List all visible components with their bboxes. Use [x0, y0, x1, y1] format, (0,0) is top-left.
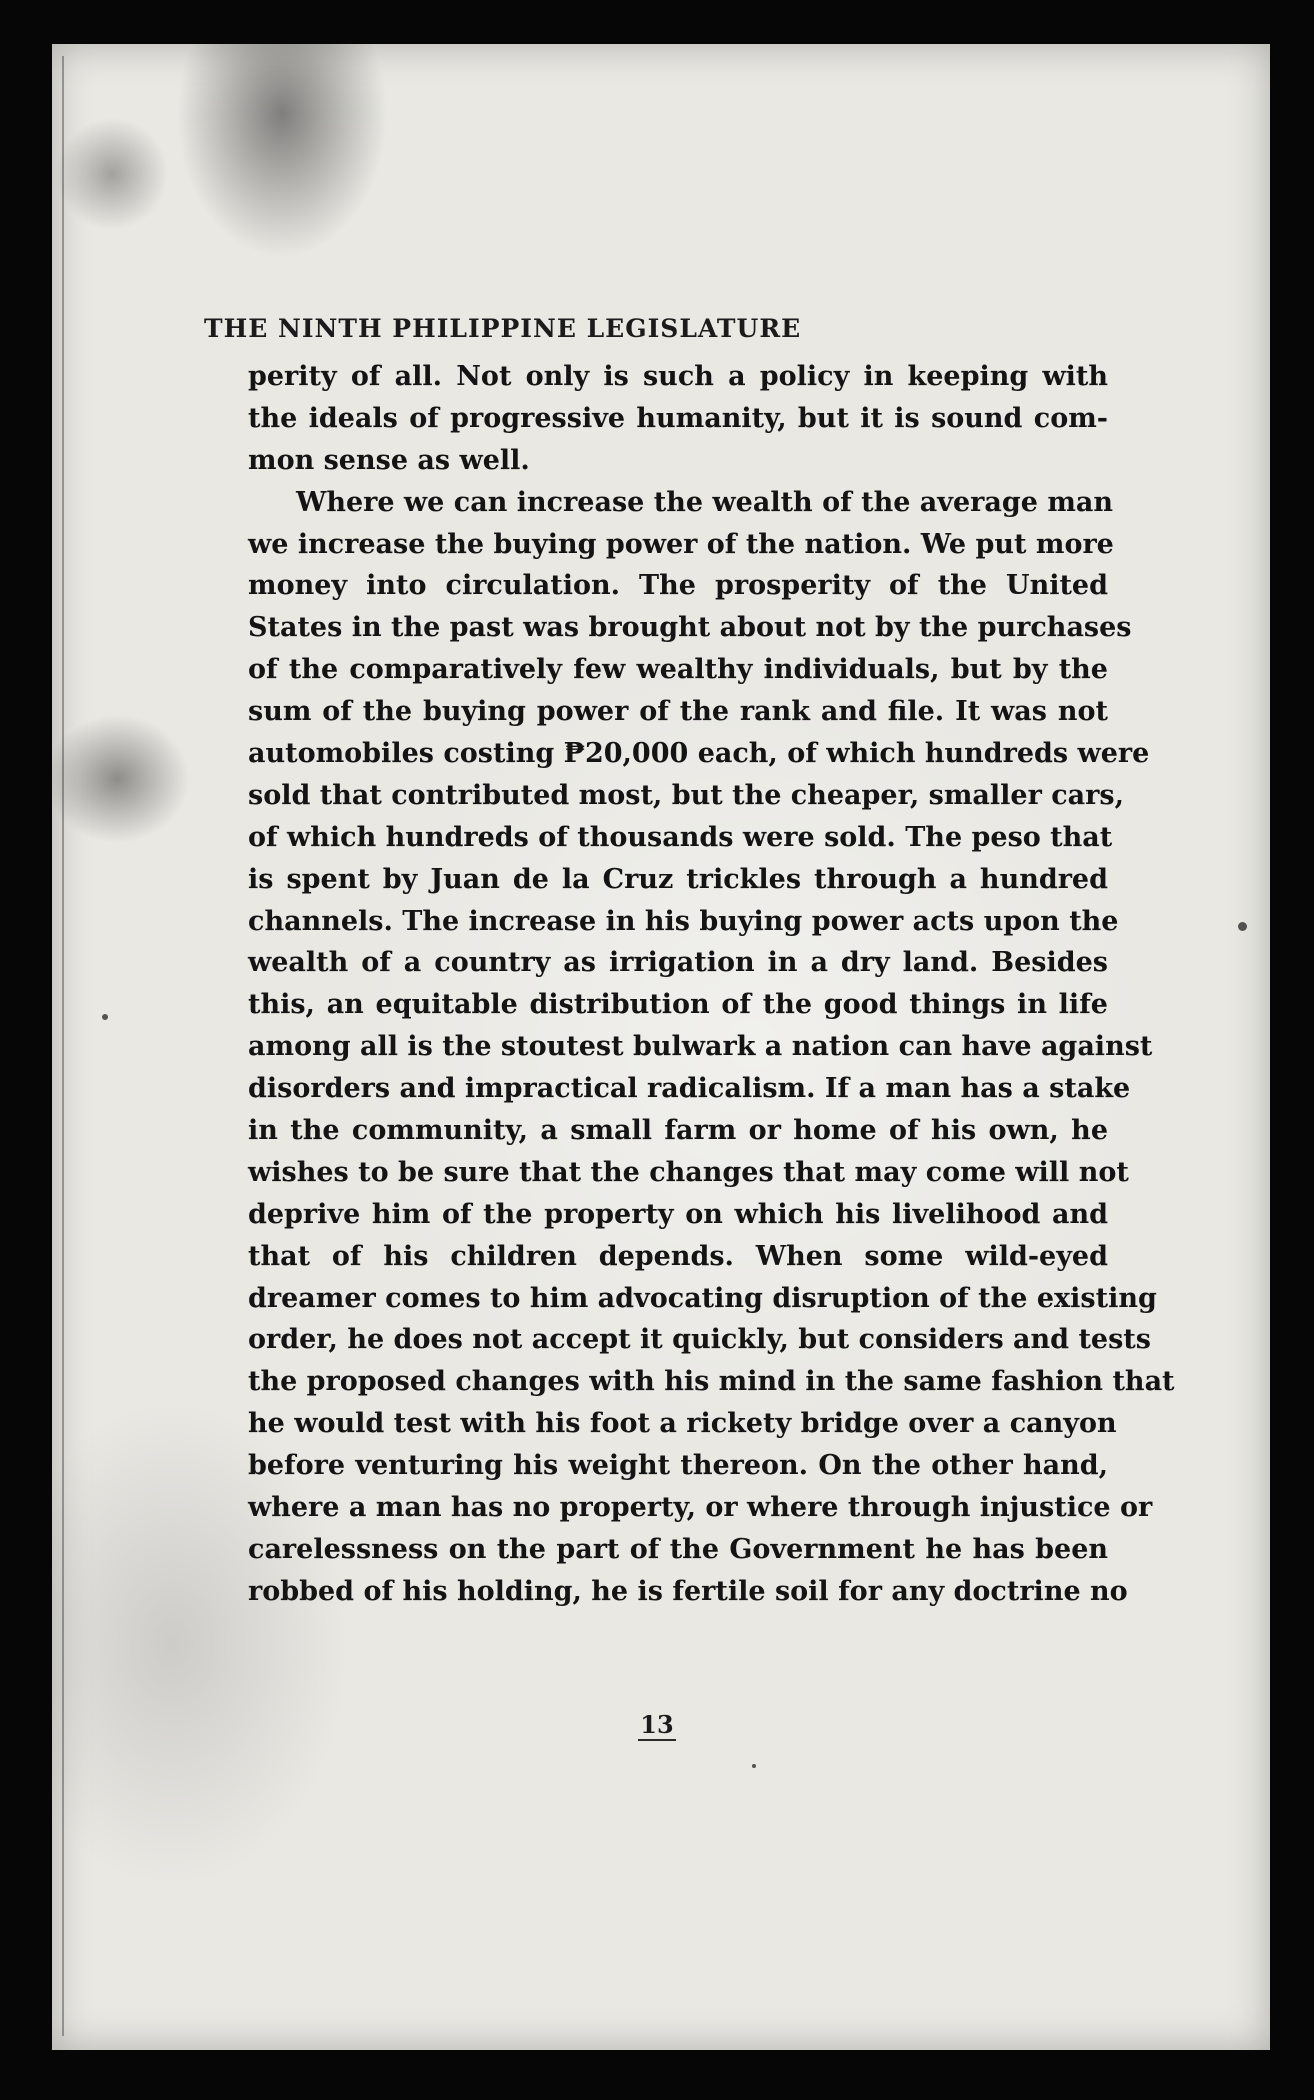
- ink-speck: [1238, 922, 1247, 931]
- text-line: among all is the stoutest bulwark a nation can have against: [248, 1031, 1153, 1063]
- text-line: this, an equitable distribution of the good things in life: [248, 989, 1108, 1021]
- ink-speck: [752, 1764, 756, 1768]
- text-line: the proposed changes with his mind in the same fashion that: [248, 1366, 1175, 1398]
- text-line: channels. The increase in his buying power acts upon the: [248, 905, 1119, 937]
- ink-speck: [102, 1014, 108, 1020]
- text-line: carelessness on the part of the Government he has been: [248, 1533, 1108, 1565]
- text-line: automobiles costing ₱20,000 each, of which hundreds were: [248, 738, 1150, 770]
- text-line: sold that contributed most, but the cheaper, smaller cars,: [248, 779, 1124, 811]
- text-line: we increase the buying power of the nation. We put more: [248, 528, 1114, 560]
- text-line: sum of the buying power of the rank and file. It was not: [248, 696, 1108, 728]
- text-line: deprive him of the property on which his livelihood and: [248, 1198, 1108, 1230]
- body-text: [248, 356, 1175, 1613]
- text-line: money into circulation. The prosperity of the United: [248, 570, 1108, 602]
- text-line: order, he does not accept it quickly, but considers and tests: [248, 1324, 1151, 1356]
- text-line: States in the past was brought about not by the purchases: [248, 612, 1132, 644]
- text-line: he would test with his foot a rickety bridge over a canyon: [248, 1408, 1117, 1440]
- text-line: of which hundreds of thousands were sold. The peso that: [248, 821, 1113, 853]
- text-line: wishes to be sure that the changes that may come will not: [248, 1156, 1129, 1188]
- text-line: is spent by Juan de la Cruz trickles through a hundred: [248, 863, 1108, 895]
- page-number-value: 13: [640, 1710, 674, 1739]
- text-line: mon sense as well.: [248, 444, 530, 476]
- text-line: perity of all. Not only is such a policy in keeping with: [248, 361, 1108, 392]
- text-line: in the community, a small farm or home of his own, he: [248, 1115, 1108, 1147]
- text-line: disorders and impractical radicalism. If a man has a stake: [248, 1073, 1131, 1105]
- text-line: dreamer comes to him advocating disruption of the existing: [248, 1282, 1157, 1314]
- text-line: Where we can increase the wealth of the average man: [296, 486, 1114, 518]
- text-line: that of his children depends. When some wild-eyed: [248, 1240, 1108, 1272]
- running-head: THE NINTH PHILIPPINE LEGISLATURE: [204, 314, 802, 343]
- text-line: before venturing his weight thereon. On the other hand,: [248, 1450, 1108, 1482]
- page-number: [0, 1710, 1314, 1739]
- text-line: the ideals of progressive humanity, but it is sound com-: [248, 402, 1108, 434]
- text-line: wealth of a country as irrigation in a dry land. Besides: [248, 947, 1108, 979]
- text-line: where a man has no property, or where through injustice or: [248, 1492, 1153, 1524]
- text-line: of the comparatively few wealthy individuals, but by the: [248, 654, 1108, 686]
- text-line: robbed of his holding, he is fertile soil for any doctrine no: [248, 1575, 1128, 1607]
